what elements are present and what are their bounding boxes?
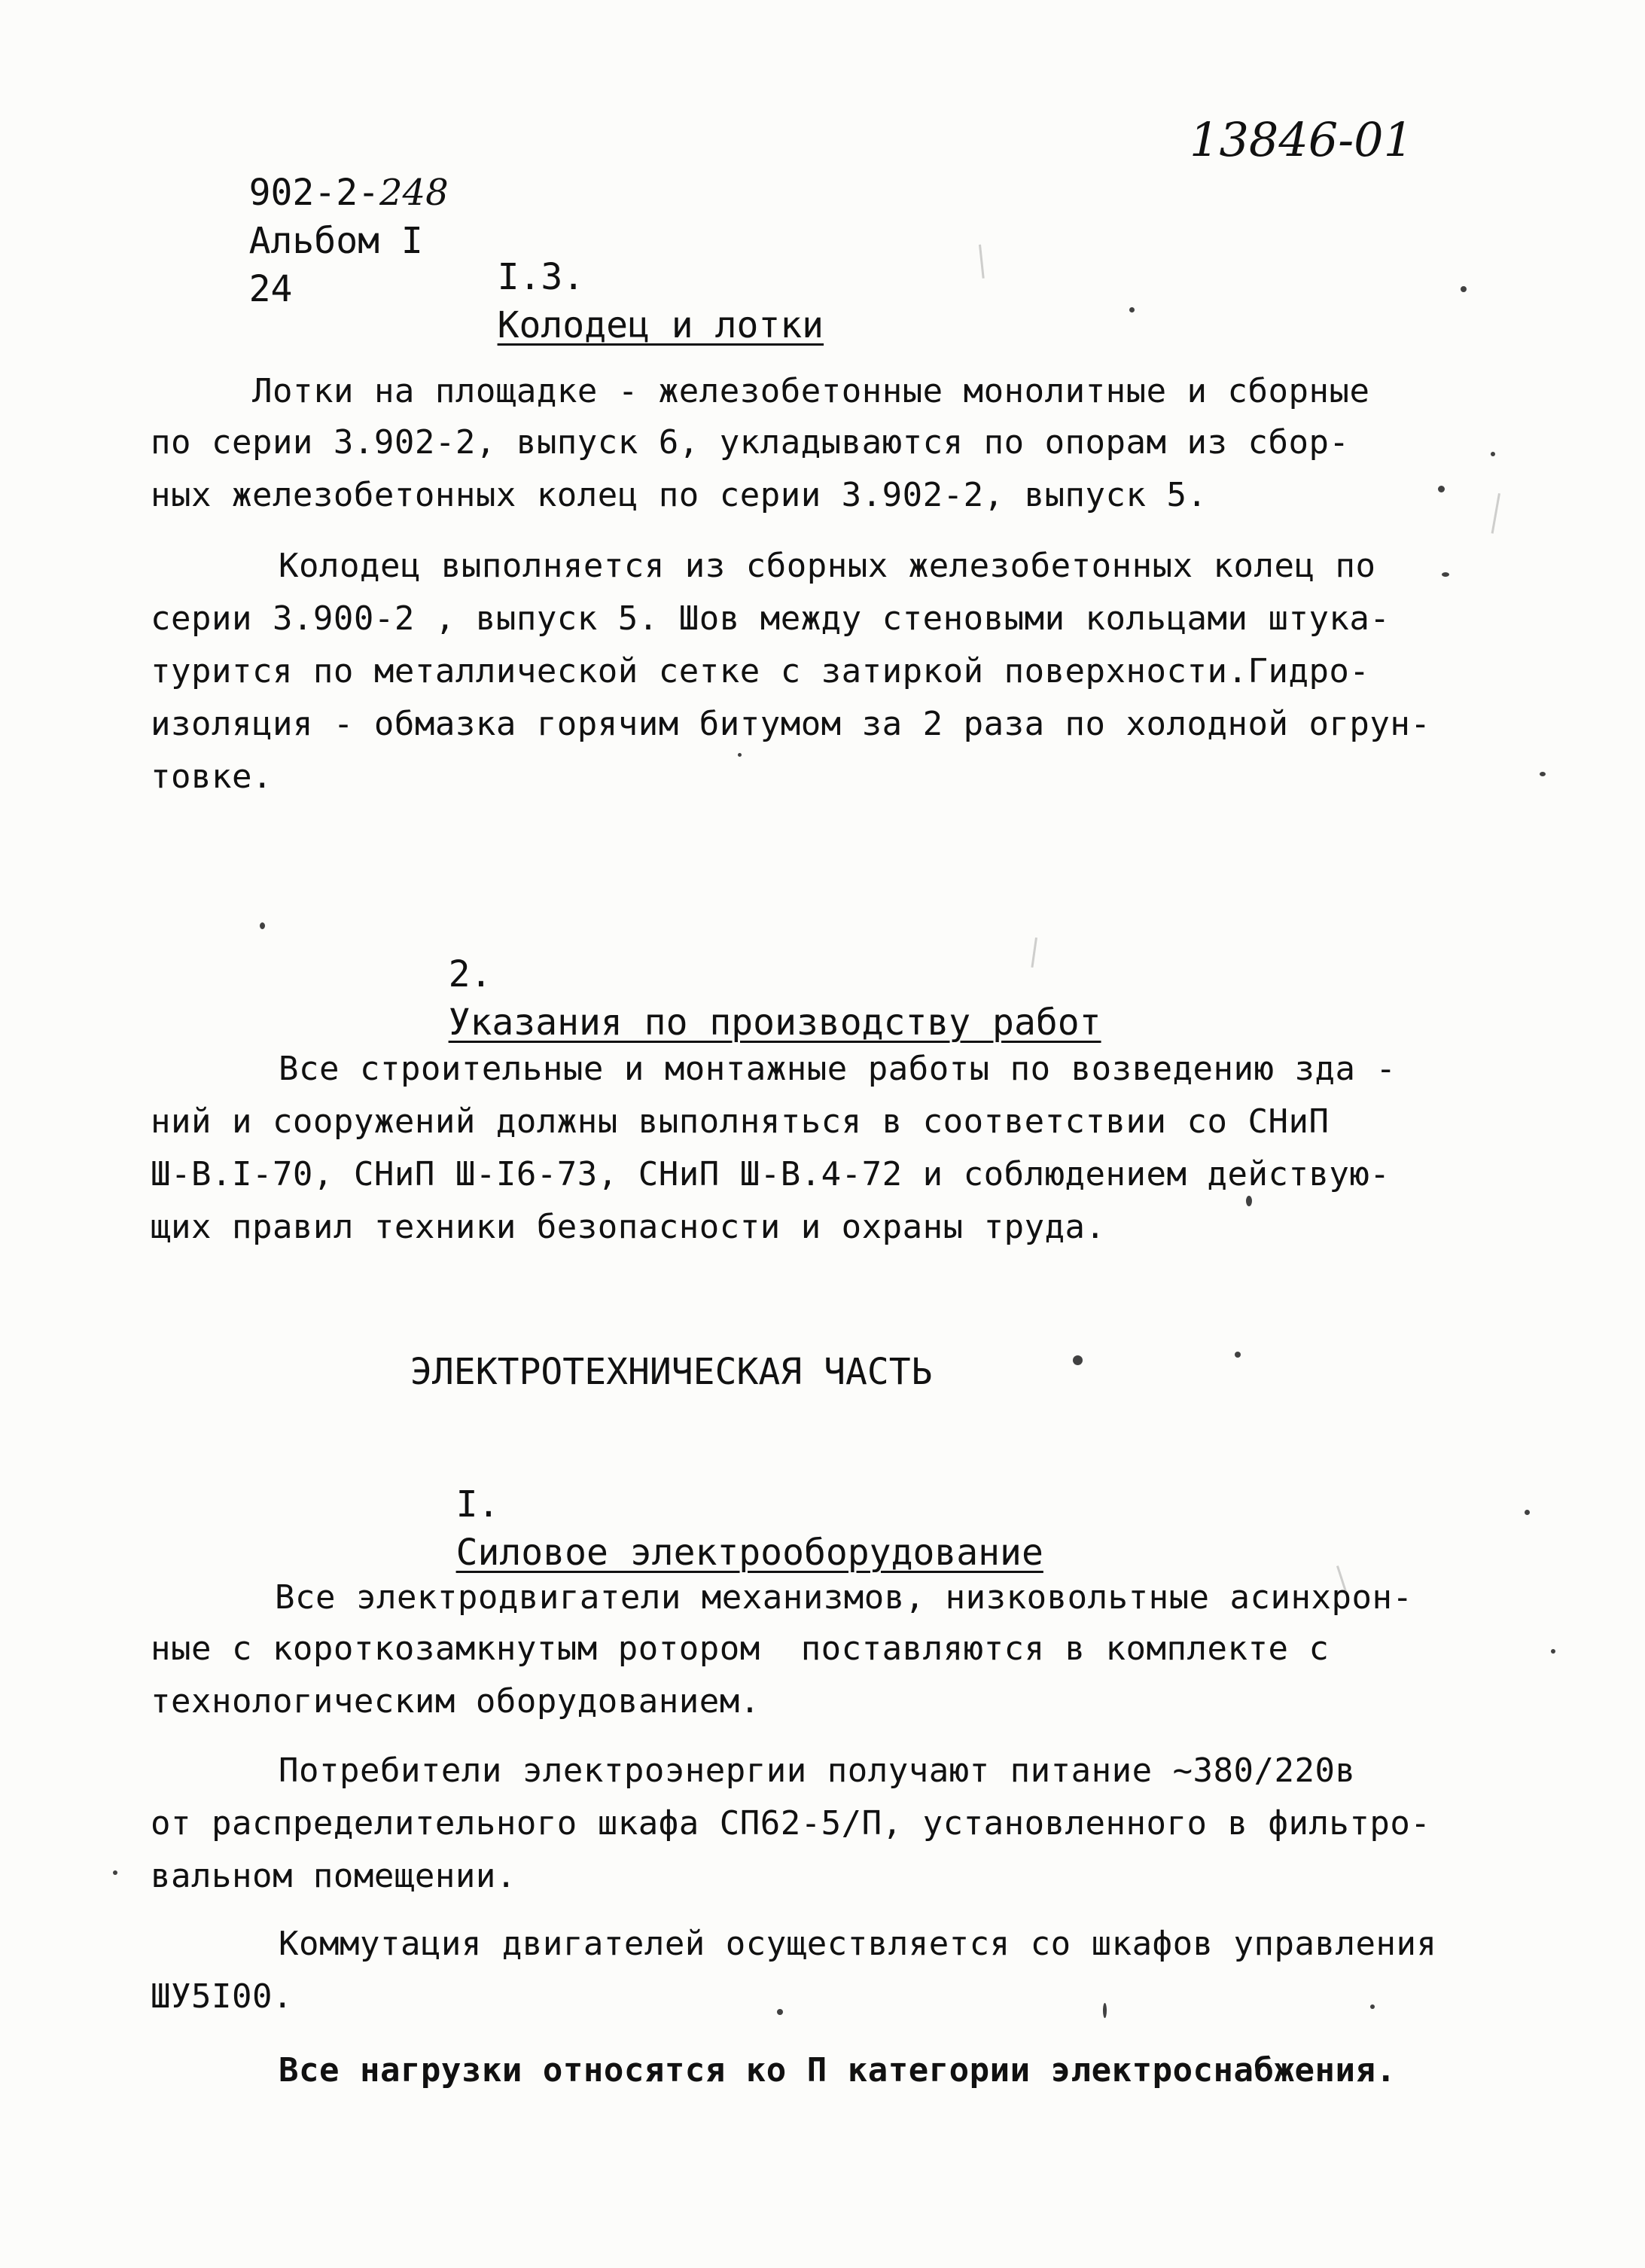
album-code-number: 248 [379,172,449,214]
scan-speck [260,922,265,929]
electrical-paragraph-1-line-1: Все электродвигатели механизмов, низковольтные асинхрон- [275,1578,1413,1617]
wells-paragraph-2-line-1: Колодец выполняется из сборных железобетонных колец по [279,547,1376,585]
scan-speck [1525,1510,1530,1515]
scan-speck [738,753,742,757]
album-header [162,120,449,361]
work-paragraph-line-1: Все строительные и монтажные работы по возведению зда - [279,1050,1397,1088]
work-paragraph-line-2: ний и сооружений должны выполняться в соответствии со СНиП [151,1102,1330,1141]
wells-paragraph-1-line-3: ных железобетонных колец по серии 3.902-2, выпуск 5. [151,476,1208,514]
scan-speck [1551,1649,1555,1654]
scan-speck [1461,286,1467,292]
scan-speck [1073,1355,1083,1365]
scan-scratch [1491,493,1500,534]
electrical-paragraph-2-line-3: вальном помещении. [151,1857,516,1895]
scan-scratch [979,245,985,279]
wells-paragraph-1-line-2: по серии 3.902-2, выпуск 6, укладываются по опорам из сбор- [151,423,1350,462]
section-number: I.3. [497,256,585,298]
wells-paragraph-2-line-2: серии 3.900-2 , выпуск 5. Шов между стеновыми кольцами штука- [151,599,1391,638]
scan-speck [777,2009,783,2015]
electrical-part-title: ЭЛЕКТРОТЕХНИЧЕСКАЯ ЧАСТЬ [410,1351,933,1393]
wells-paragraph-2-line-5: товке. [151,758,273,796]
electrical-paragraph-1-line-3: технологическим оборудованием. [151,1682,760,1721]
work-paragraph-line-3: Ш-В.I-70, СНиП Ш-I6-73, СНиП Ш-В.4-72 и соблюдением действую- [151,1155,1391,1193]
scan-speck [1442,572,1449,577]
section-title: Силовое электрооборудование [455,1532,1043,1574]
scan-speck [1370,2004,1375,2009]
work-paragraph-line-4: щих правил техники безопасности и охраны труда. [151,1208,1106,1246]
electrical-paragraph-1-line-2: ные с короткозамкнутым ротором поставляются в комплекте с [151,1629,1330,1668]
scan-speck [1438,486,1445,492]
wells-paragraph-2-line-3: турится по металлической сетке с затиркой поверхности.Гидро- [151,652,1370,690]
scan-speck [1235,1352,1241,1358]
section-title: Колодец и лотки [497,304,824,346]
scan-speck [1246,1196,1252,1206]
document-number: 13846-01 [1190,112,1414,167]
section-title: Указания по производству работ [448,1001,1101,1044]
wells-paragraph-2-line-4: изоляция - обмазка горячим битумом за 2 раза по холодной огрун- [151,705,1431,743]
electrical-paragraph-3-line-1: Коммутация двигателей осуществляется со шкафов управления [279,1925,1437,1963]
section-number: I. [455,1483,500,1526]
scan-speck [113,1870,117,1875]
album-label: Альбом I [248,220,423,262]
electrical-paragraph-3-line-2: ШУ5I00. [151,1977,293,2016]
electrical-paragraph-2-line-2: от распределительного шкафа СП62-5/П, установленного в фильтро- [151,1804,1431,1843]
scan-speck [1129,307,1135,312]
electrical-paragraph-4-line-1: Все нагрузки относятся ко П категории электроснабжения. [279,2051,1397,2090]
section-number: 2. [448,953,492,995]
wells-paragraph-1-line-1: Лотки на площадке - железобетонные монолитные и сборные [252,372,1370,410]
scan-speck [1491,452,1495,456]
album-code-prefix: 902-2- [248,172,379,214]
scan-speck [1103,2003,1107,2018]
scan-speck [1540,772,1546,776]
electrical-paragraph-2-line-1: Потребители электроэнергии получают питание ~380/220в [279,1751,1356,1790]
page-number: 24 [248,268,293,310]
